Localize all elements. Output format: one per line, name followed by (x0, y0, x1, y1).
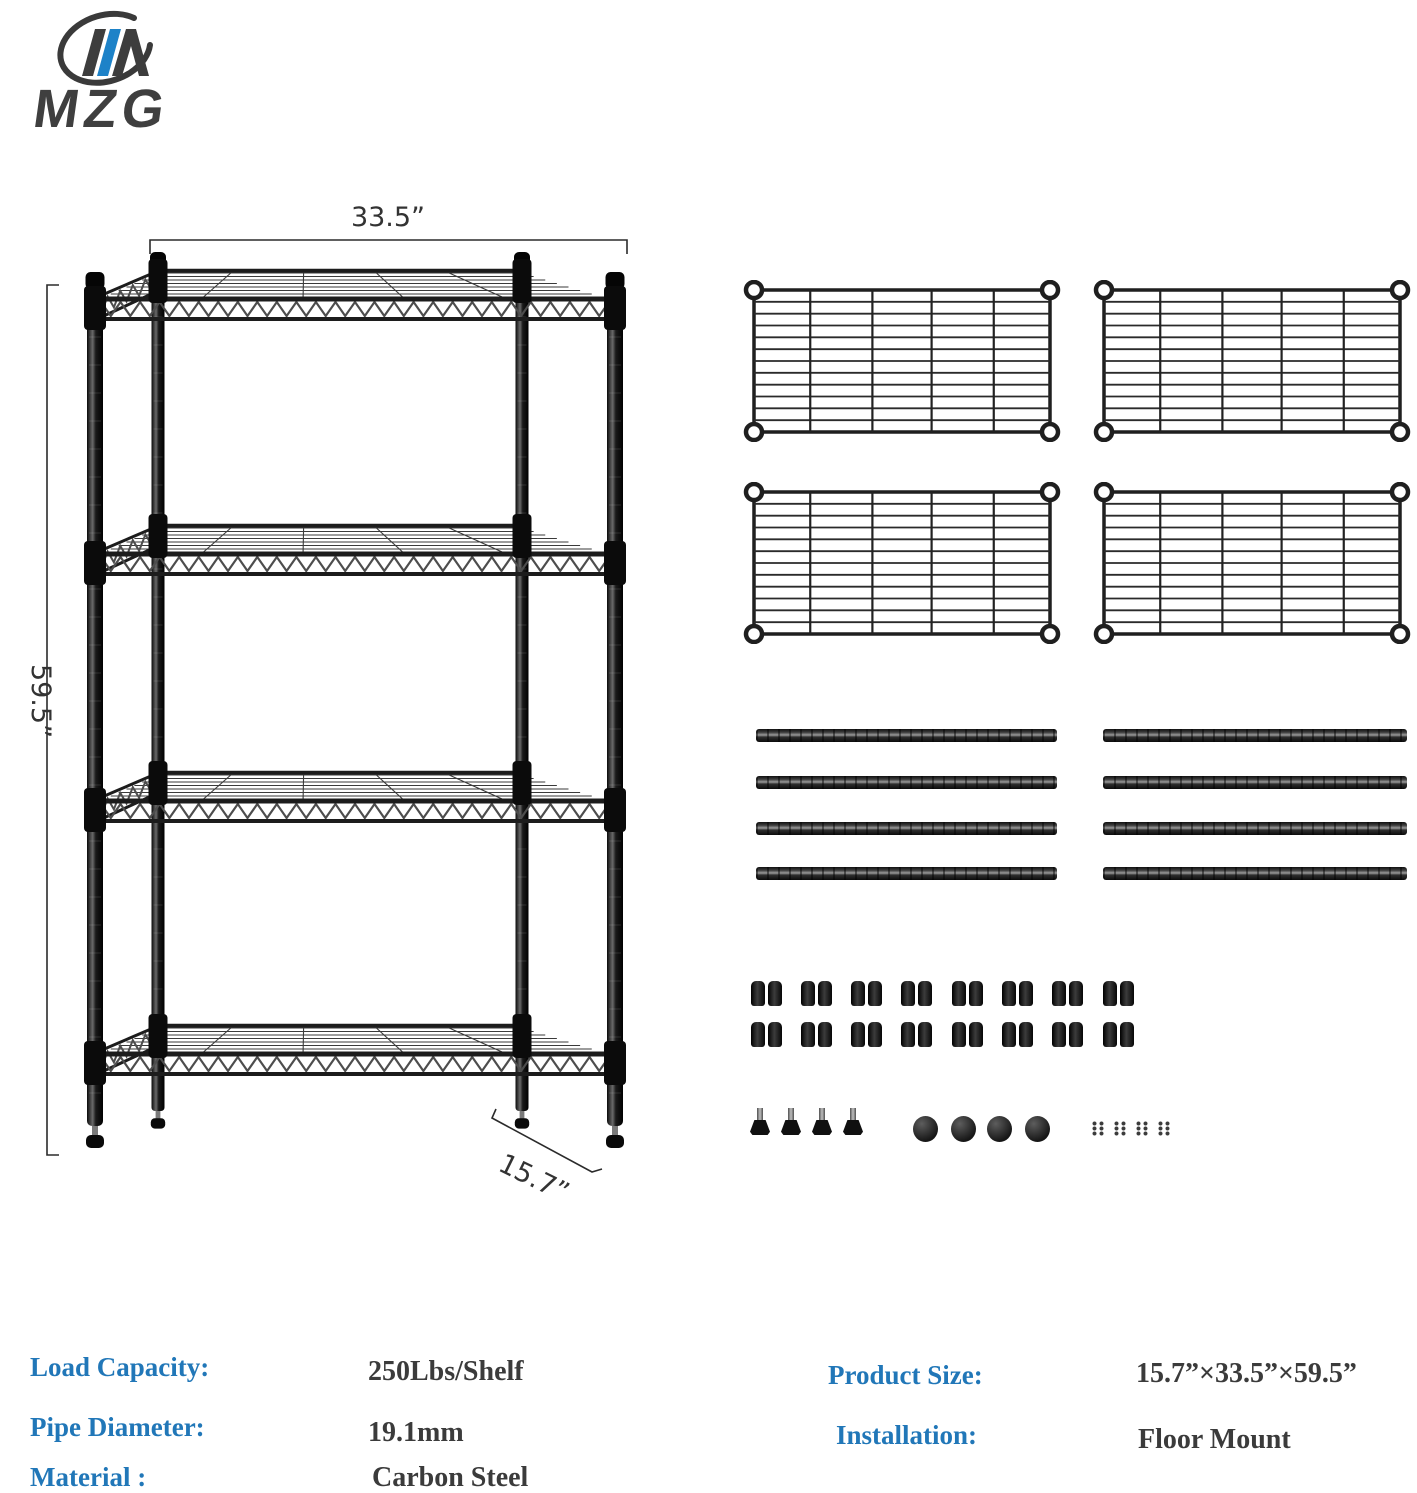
spec-value-product-size: 15.7”×33.5”×59.5” (1136, 1358, 1357, 1389)
locking-clip-part (969, 1022, 983, 1047)
brand-wordmark: MZG (29, 79, 174, 139)
locking-clip-part (818, 981, 832, 1006)
locking-clip-part (1002, 981, 1016, 1006)
shelf-panel-graphic (742, 482, 1062, 644)
depth-dimension-label: 15.7” (493, 1148, 574, 1209)
spec-label-installation: Installation: (836, 1420, 978, 1450)
locking-clip-part (1103, 1022, 1117, 1047)
pole-segment-part (756, 867, 1057, 880)
locking-clip-part (901, 1022, 915, 1047)
brand-logo (30, 6, 230, 156)
shelf-panel-graphic (742, 280, 1062, 442)
pole-segment-part (756, 776, 1057, 789)
locking-clip-part (1052, 981, 1066, 1006)
leveling-foot-part (781, 1108, 801, 1136)
end-cap-part (987, 1116, 1012, 1142)
logo-mark-icon (30, 6, 200, 86)
spec-value-material: Carbon Steel (372, 1462, 529, 1493)
shelf-panel-part (742, 280, 1062, 442)
pole-segment-part (1103, 776, 1407, 789)
end-cap-part (951, 1116, 976, 1142)
locking-clip-part (868, 981, 882, 1006)
height-dimension-label: 59.5” (25, 663, 56, 739)
locking-clip-part (918, 1022, 932, 1047)
pole-segment-part (1103, 729, 1407, 742)
locking-clip-part (952, 981, 966, 1006)
locking-clip-part (768, 1022, 782, 1047)
leveling-foot-part (750, 1108, 770, 1136)
width-dimension-label: 33.5” (350, 202, 426, 233)
spec-label-product-size: Product Size: (828, 1360, 983, 1390)
end-cap-part (1025, 1116, 1050, 1142)
screw-set-part (1092, 1121, 1106, 1136)
locking-clip-part (901, 981, 915, 1006)
wire-shelving-unit (84, 252, 626, 1148)
spec-value-installation: Floor Mount (1138, 1424, 1291, 1455)
locking-clip-part (1002, 1022, 1016, 1047)
locking-clip-part (868, 1022, 882, 1047)
spec-value-pipe-diameter: 19.1mm (368, 1417, 464, 1448)
locking-clip-part (751, 1022, 765, 1047)
locking-clip-part (1019, 981, 1033, 1006)
spec-label-material: Material : (30, 1462, 147, 1492)
shelf-panel-part (1092, 482, 1412, 644)
pole-segment-part (756, 822, 1057, 835)
rack-illustration (10, 186, 690, 1216)
locking-clip-part (1069, 1022, 1083, 1047)
shelf-panel-graphic (1092, 482, 1412, 644)
leveling-foot-part (812, 1108, 832, 1136)
end-cap-part (913, 1116, 938, 1142)
leveling-foot-part (843, 1108, 863, 1136)
spec-label-pipe-diameter: Pipe Diameter: (30, 1412, 205, 1442)
locking-clip-part (952, 1022, 966, 1047)
pole-segment-part (1103, 822, 1407, 835)
locking-clip-part (969, 981, 983, 1006)
shelf-panel-graphic (1092, 280, 1412, 442)
locking-clip-part (1069, 981, 1083, 1006)
locking-clip-part (801, 1022, 815, 1047)
width-dimension-line (150, 240, 627, 254)
screw-set-part (1136, 1121, 1150, 1136)
locking-clip-part (768, 981, 782, 1006)
locking-clip-part (851, 981, 865, 1006)
screw-set-part (1158, 1121, 1172, 1136)
shelf-panel-part (742, 482, 1062, 644)
locking-clip-part (801, 981, 815, 1006)
locking-clip-part (1120, 1022, 1134, 1047)
locking-clip-part (751, 981, 765, 1006)
screw-set-part (1114, 1121, 1128, 1136)
locking-clip-part (1103, 981, 1117, 1006)
locking-clip-part (918, 981, 932, 1006)
pole-segment-part (1103, 867, 1407, 880)
locking-clip-part (851, 1022, 865, 1047)
locking-clip-part (1019, 1022, 1033, 1047)
shelf-panel-part (1092, 280, 1412, 442)
spec-label-load-capacity: Load Capacity: (30, 1352, 210, 1382)
locking-clip-part (1052, 1022, 1066, 1047)
spec-value-load-capacity: 250Lbs/Shelf (368, 1356, 524, 1387)
locking-clip-part (818, 1022, 832, 1047)
locking-clip-part (1120, 981, 1134, 1006)
pole-segment-part (756, 729, 1057, 742)
